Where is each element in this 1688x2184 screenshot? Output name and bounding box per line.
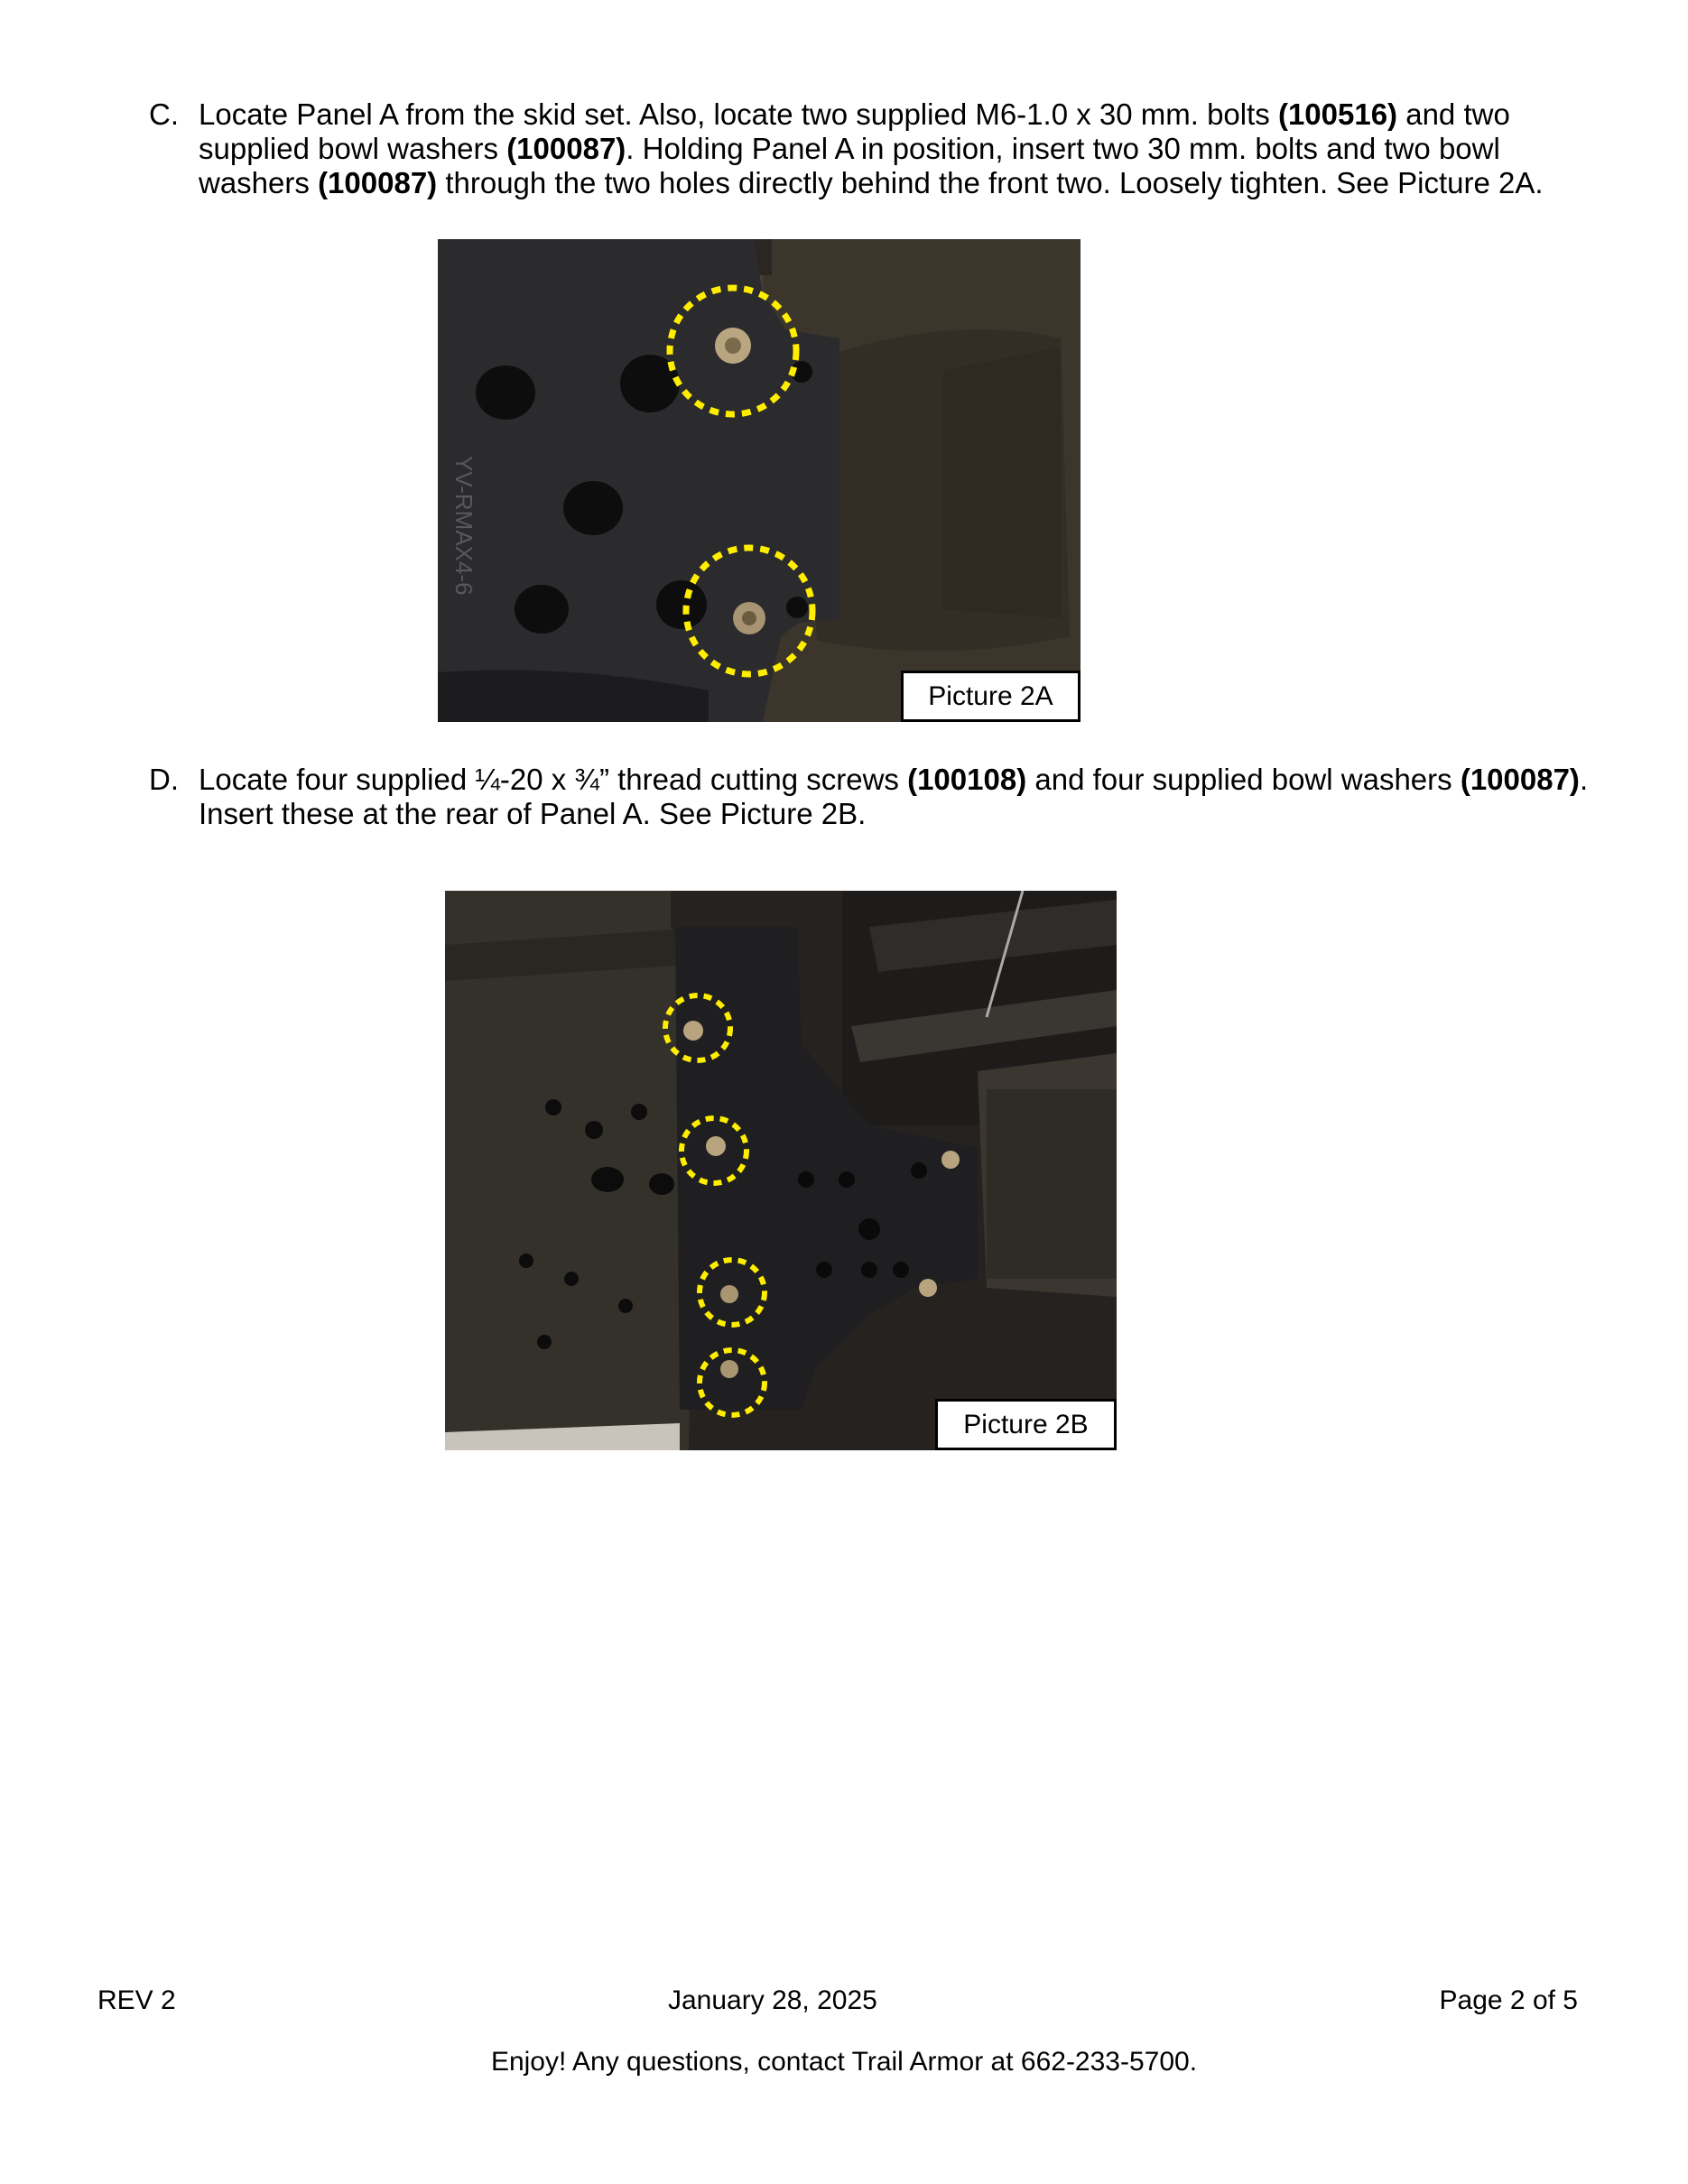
- step-d-part: . Insert these at the rear of Panel A. See Picture 2B.: [199, 763, 1589, 830]
- picture-2a-photo: [438, 239, 1081, 722]
- step-c-part-number: (100087): [318, 166, 438, 199]
- footer-date: January 28, 2025: [668, 1985, 877, 2015]
- step-c-letter: C.: [149, 97, 179, 131]
- footer-page: Page 2 of 5: [1439, 1985, 1578, 2015]
- step-d-text: [199, 763, 1611, 831]
- footer-contact-note: Enjoy! Any questions, contact Trail Armor at 662-233-5700.: [490, 2047, 1198, 2077]
- step-c-part: through the two holes directly behind the front two. Loosely tighten. See Picture 2A.: [437, 166, 1544, 199]
- picture-2b-image: [445, 891, 1117, 1450]
- step-d-letter: D.: [149, 763, 179, 796]
- footer: [97, 1985, 1578, 2022]
- picture-2b-caption: Picture 2B: [935, 1399, 1117, 1450]
- step-d-part: Locate four supplied ¼-20 x ¾” thread cutting screws: [199, 763, 908, 796]
- step-c-part: Locate Panel A from the skid set. Also, locate two supplied M6-1.0 x 30 mm. bolts: [199, 97, 1278, 131]
- step-c-part: and two supplied bowl washers: [199, 97, 1510, 165]
- picture-2b-photo: [445, 891, 1117, 1450]
- picture-2a-caption: Picture 2A: [901, 671, 1081, 722]
- footer-rev: REV 2: [97, 1985, 176, 2015]
- step-d-part: and four supplied bowl washers: [1026, 763, 1461, 796]
- picture-2a-image: [438, 239, 1081, 722]
- step-c-part: . Holding Panel A in position, insert two 30 mm. bolts and two bowl washers: [199, 132, 1500, 199]
- step-c-part-number: (100087): [506, 132, 626, 165]
- step-c-text: [199, 97, 1611, 200]
- panel-stamp: YV-RMAX4-6: [450, 456, 478, 596]
- step-d: [149, 763, 1611, 831]
- step-c: [149, 97, 1611, 200]
- step-c-part-number: (100516): [1277, 97, 1398, 131]
- step-d-part-number: (100087): [1460, 763, 1580, 796]
- step-d-part-number: (100108): [907, 763, 1027, 796]
